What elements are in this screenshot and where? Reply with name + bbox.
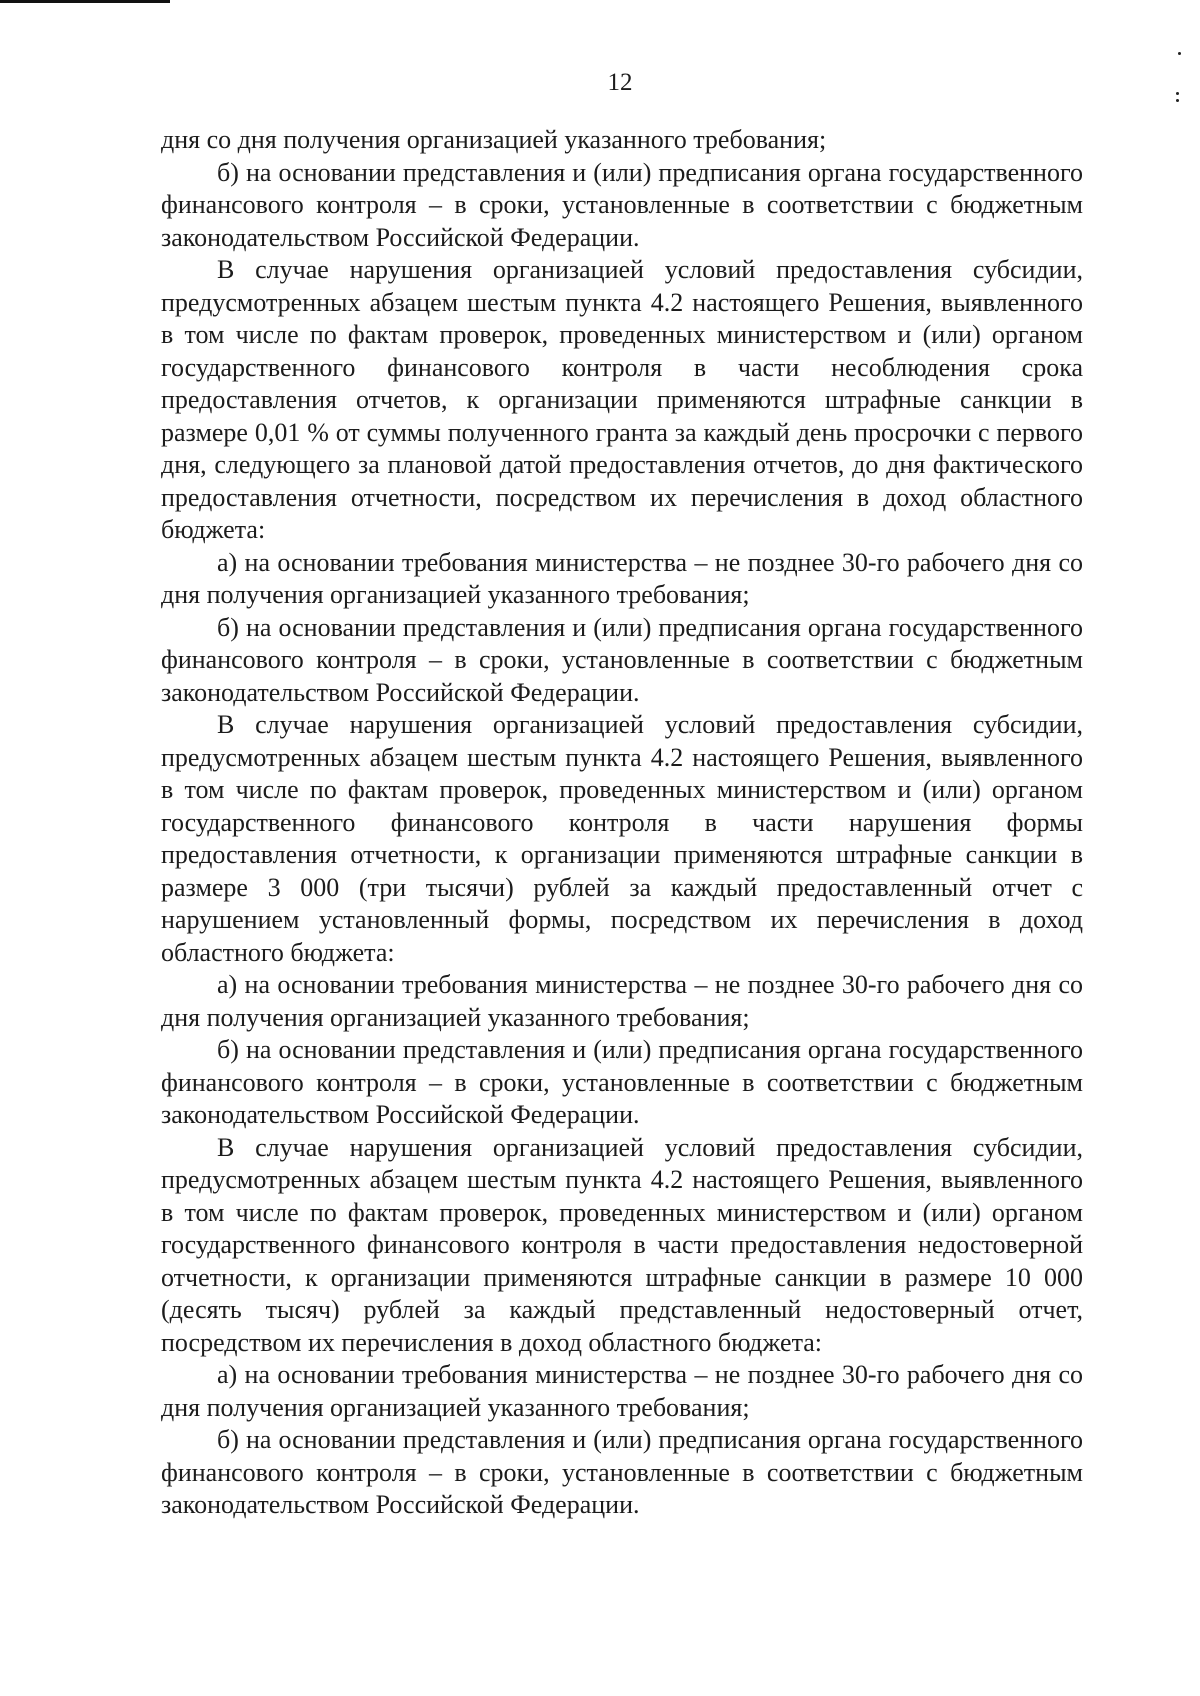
paragraph: В случае нарушения организацией условий предоставления субсидии, предусмотренных абзацем шестым пункта 4.2 настоящего Решения, выявленного в том числе по фактам проверок, проведенных министерством и (или) органом государственного финансового контроля в части предоставления недостоверной отчетности, к организации применяются штрафные санкции в размере 10 000 (десять тысяч) рублей за каждый представленный недостоверный отчет, посредством их перечисления в доход областного бюджета: bbox=[161, 1132, 1083, 1357]
paragraph: б) на основании представления и (или) предписания органа государственного финансового контроля – в сроки, установленные в соответствии с бюджетным законодательством Российской Федерации. bbox=[161, 1425, 1083, 1519]
scan-speck bbox=[1176, 99, 1179, 102]
paragraph: а) на основании требования министерства – не позднее 30-го рабочего дня со дня получения организацией указанного требования; bbox=[161, 1360, 1083, 1422]
paragraph: б) на основании представления и (или) предписания органа государственного финансового контроля – в сроки, установленные в соответствии с бюджетным законодательством Российской Федерации. bbox=[161, 1035, 1083, 1129]
paragraph: В случае нарушения организацией условий предоставления субсидии, предусмотренных абзацем шестым пункта 4.2 настоящего Решения, выявленного в том числе по фактам проверок, проведенных министерством и (или) органом государственного финансового контроля в части нарушения формы предоставления отчетности, к организации применяются штрафные санкции в размере 3 000 (три тысячи) рублей за каждый предоставленный отчет с нарушением установленный формы, посредством их перечисления в доход областного бюджета: bbox=[161, 710, 1083, 967]
paragraph: б) на основании представления и (или) предписания органа государственного финансового контроля – в сроки, установленные в соответствии с бюджетным законодательством Российской Федерации. bbox=[161, 157, 1083, 252]
document-body bbox=[161, 124, 1083, 1522]
scan-speck bbox=[1178, 52, 1181, 55]
scan-edge-mark bbox=[0, 0, 170, 3]
paragraph: дня со дня получения организацией указанного требования; bbox=[161, 125, 827, 154]
paragraph: В случае нарушения организацией условий предоставления субсидии, предусмотренных абзацем шестым пункта 4.2 настоящего Решения, выявленного в том числе по фактам проверок, проведенных министерством и (или) органом государственного финансового контроля в части несоблюдения срока предоставления отчетов, к организации применяются штрафные санкции в размере 0,01 % от суммы полученного гранта за каждый день просрочки с первого дня, следующего за плановой датой предоставления отчетов, до дня фактического предоставления отчетности, посредством их перечисления в доход областного бюджета: bbox=[161, 255, 1083, 544]
paragraph: а) на основании требования министерства – не позднее 30-го рабочего дня со дня получения организацией указанного требования; bbox=[161, 970, 1083, 1032]
page-number: 12 bbox=[607, 69, 633, 96]
paragraph: а) на основании требования министерства – не позднее 30-го рабочего дня со дня получения организацией указанного требования; bbox=[161, 547, 1083, 609]
paragraph: б) на основании представления и (или) предписания органа государственного финансового контроля – в сроки, установленные в соответствии с бюджетным законодательством Российской Федерации. bbox=[161, 612, 1083, 707]
